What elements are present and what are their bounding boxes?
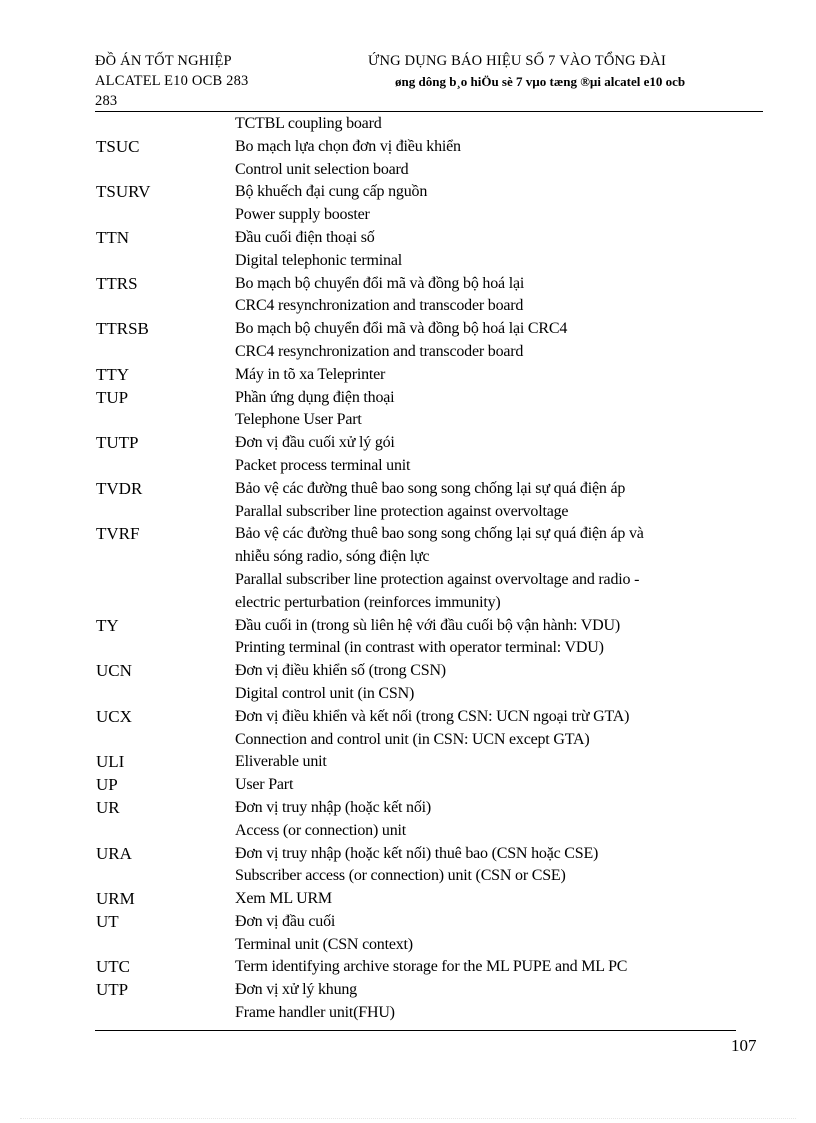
entry-definition — [235, 273, 735, 319]
glossary-entry — [0, 478, 816, 524]
glossary-entry — [0, 774, 816, 797]
glossary-entry — [0, 660, 816, 706]
definition-line: CRC4 resynchronization and transcoder board — [235, 342, 524, 360]
entry-abbreviation: UTP — [96, 980, 129, 1000]
definition-line: Terminal unit (CSN context) — [235, 935, 413, 953]
entry-abbreviation: TY — [96, 615, 119, 635]
entry-abbreviation: UCX — [96, 706, 132, 726]
definition-line: Eliverable unit — [235, 753, 327, 771]
definition-line: Bảo vệ các đường thuê bao song song chống lại sự quá điện áp và — [235, 525, 644, 543]
definition-line: User Part — [235, 776, 294, 794]
entry-abbreviation: TVRF — [96, 524, 140, 544]
definition-line: Bảo vệ các đường thuê bao song song chống lại sự quá điện áp — [235, 479, 626, 497]
glossary-entry — [0, 956, 816, 979]
entry-definition — [235, 523, 735, 614]
definition-line: Digital telephonic terminal — [235, 251, 402, 269]
definition-line: Đầu cuối in (trong sù liên hệ với đầu cuối bộ vận hành: VDU) — [235, 616, 620, 634]
entry-definition — [235, 364, 735, 387]
entry-abbreviation: UTC — [96, 957, 130, 977]
header-left-line3: 283 — [95, 93, 118, 109]
entry-definition — [235, 843, 735, 889]
entry-abbreviation: URA — [96, 843, 132, 863]
definition-line: Parallal subscriber line protection against overvoltage and radio - — [235, 570, 640, 588]
definition-line: Access (or connection) unit — [235, 821, 406, 839]
entry-definition — [235, 136, 735, 182]
definition-line: Telephone User Part — [235, 411, 362, 429]
entry-definition — [235, 615, 735, 661]
definition-line: Đơn vị điều khiển và kết nối (trong CSN: UCN ngoại trừ GTA) — [235, 707, 630, 725]
entry-definition — [235, 911, 735, 957]
entry-definition — [235, 797, 735, 843]
page-edge-dots — [20, 1118, 796, 1119]
entry-abbreviation: ULI — [96, 752, 125, 772]
glossary-entry — [0, 113, 816, 136]
definition-line: CRC4 resynchronization and transcoder board — [235, 297, 524, 315]
glossary-entry — [0, 615, 816, 661]
entry-abbreviation: TUTP — [96, 433, 139, 453]
entry-abbreviation: UCN — [96, 661, 132, 681]
entry-definition — [235, 751, 735, 774]
definition-line: Bộ khuếch đại cung cấp nguồn — [235, 183, 428, 201]
glossary-entry — [0, 979, 816, 1025]
definition-line: Subscriber access (or connection) unit (CSN or CSE) — [235, 867, 566, 885]
glossary-entry — [0, 843, 816, 889]
entry-definition — [235, 227, 735, 273]
glossary-entry — [0, 888, 816, 911]
header-right-line1: ỨNG DỤNG BÁO HIỆU SỐ 7 VÀO TỔNG ĐÀI — [368, 53, 667, 69]
header-left-line2: ALCATEL E10 OCB 283 — [95, 73, 249, 89]
definition-line: Bo mạch lựa chọn đơn vị điều khiển — [235, 137, 461, 155]
glossary-entry — [0, 181, 816, 227]
entry-abbreviation: URM — [96, 889, 135, 909]
entry-definition — [235, 774, 735, 797]
entry-definition — [235, 706, 735, 752]
header-left-line1: ĐỒ ÁN TỐT NGHIỆP — [95, 53, 232, 69]
entry-abbreviation: TUP — [96, 387, 129, 407]
entry-abbreviation: TSURV — [96, 182, 151, 202]
entry-abbreviation: UR — [96, 797, 120, 817]
glossary-list — [0, 113, 816, 1025]
glossary-entry — [0, 911, 816, 957]
entry-abbreviation: TTY — [96, 364, 130, 384]
definition-line: Đơn vị truy nhập (hoặc kết nối) thuê bao (CSN hoặc CSE) — [235, 844, 599, 862]
definition-line: Term identifying archive storage for the ML PUPE and ML PC — [235, 958, 628, 976]
glossary-entry — [0, 136, 816, 182]
definition-line: electric perturbation (reinforces immunity) — [235, 593, 501, 611]
definition-line: Đơn vị xử lý khung — [235, 981, 357, 999]
entry-definition — [235, 113, 735, 136]
header-rule — [95, 111, 763, 112]
definition-line: Đơn vị điều khiển số (trong CSN) — [235, 662, 446, 680]
definition-line: Đơn vị đầu cuối — [235, 912, 336, 930]
definition-line: Packet process terminal unit — [235, 456, 411, 474]
definition-line: Đơn vị đầu cuối xử lý gói — [235, 434, 395, 452]
entry-definition — [235, 318, 735, 364]
definition-line: Bo mạch bộ chuyển đổi mã và đồng bộ hoá lại — [235, 274, 525, 292]
definition-line: Phần ứng dụng điện thoại — [235, 388, 395, 406]
definition-line: Frame handler unit(FHU) — [235, 1004, 395, 1022]
glossary-entry — [0, 364, 816, 387]
definition-line: Đầu cuối điện thoại số — [235, 228, 375, 246]
entry-abbreviation: TTN — [96, 227, 130, 247]
entry-definition — [235, 387, 735, 433]
entry-definition — [235, 888, 735, 911]
entry-definition — [235, 478, 735, 524]
definition-line: nhiễu sóng radio, sóng điện lực — [235, 548, 430, 566]
definition-line: Digital control unit (in CSN) — [235, 684, 415, 702]
definition-line: Bo mạch bộ chuyển đổi mã và đồng bộ hoá lại CRC4 — [235, 320, 568, 338]
footer-rule — [95, 1030, 736, 1031]
page-number: 107 — [731, 1036, 757, 1055]
entry-definition — [235, 181, 735, 227]
header-right-line2: øng dông b¸o hiÖu sè 7 vµo tæng ®µi alcatel e10 ocb — [395, 74, 686, 89]
definition-line: Máy in tõ xa Teleprinter — [235, 365, 386, 383]
entry-definition — [235, 979, 735, 1025]
entry-abbreviation: TTRS — [96, 273, 138, 293]
entry-abbreviation: UT — [96, 911, 119, 931]
entry-abbreviation: TVDR — [96, 478, 143, 498]
glossary-entry — [0, 227, 816, 273]
glossary-entry — [0, 523, 816, 614]
entry-definition — [235, 956, 735, 979]
glossary-entry — [0, 387, 816, 433]
entry-abbreviation: TSUC — [96, 136, 140, 156]
entry-definition — [235, 660, 735, 706]
definition-line: Printing terminal (in contrast with operator terminal: VDU) — [235, 639, 604, 657]
glossary-entry — [0, 797, 816, 843]
definition-line: Power supply booster — [235, 206, 370, 224]
glossary-entry — [0, 751, 816, 774]
entry-definition — [235, 432, 735, 478]
glossary-entry — [0, 273, 816, 319]
definition-line: TCTBL coupling board — [235, 115, 382, 132]
definition-line: Đơn vị truy nhập (hoặc kết nối) — [235, 798, 431, 816]
glossary-entry — [0, 318, 816, 364]
entry-abbreviation: UP — [96, 775, 118, 795]
definition-line: Parallal subscriber line protection against overvoltage — [235, 502, 569, 520]
definition-line: Xem ML URM — [235, 890, 332, 908]
definition-line: Connection and control unit (in CSN: UCN except GTA) — [235, 730, 590, 748]
glossary-entry — [0, 432, 816, 478]
definition-line: Control unit selection board — [235, 160, 409, 178]
glossary-entry — [0, 706, 816, 752]
entry-abbreviation: TTRSB — [96, 319, 149, 339]
